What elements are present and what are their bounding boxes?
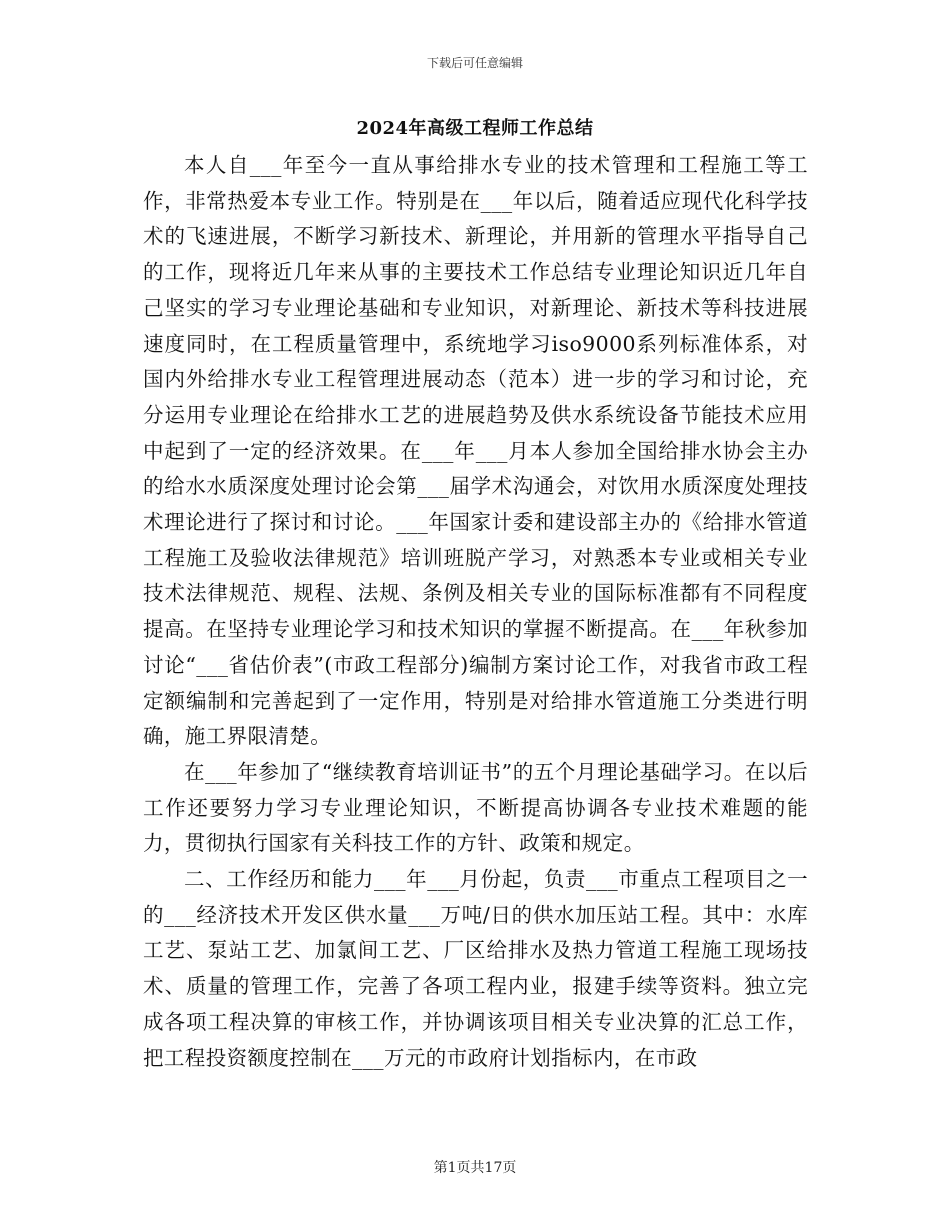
- paragraph-continuing-education: 在___年参加了“继续教育培训证书”的五个月理论基础学习。在以后工作还要努力学习专业理论知识，不断提高协调各专业技术难题的能力，贯彻执行国家有关科技工作的方针、政策和规定。: [143, 759, 808, 856]
- document-title: 2024年高级工程师工作总结: [356, 118, 594, 139]
- document-body: [143, 148, 808, 1076]
- page-number: 第1页共17页: [433, 1160, 517, 1176]
- header-note: 下载后可任意编辑: [426, 56, 523, 70]
- paragraph-work-experience: 二、工作经历和能力___年___月份起，负责___市重点工程项目之一的___经济技术开发区供水量___万吨/日的供水加压站工程。其中：水库工艺、泵站工艺、加氯间工艺、厂区给排水及热力管道工程施工现场技术、质量的管理工作，完善了各项工程内业，报建手续等资料。独立完成各项工程决算的审核工作，并协调该项目相关专业决算的汇总工作，把工程投资额度控制在___万元的市政府计划指标内，在市政: [143, 867, 808, 1070]
- paragraph-technical-summary: 本人自___年至今一直从事给排水专业的技术管理和工程施工等工作，非常热爱本专业工作。特别是在___年以后，随着适应现代化科学技术的飞速进展，不断学习新技术、新理论，并用新的管理水平指导自己的工作，现将近几年来从事的主要技术工作总结专业理论知识近几年自己坚实的学习专业理论基础和专业知识，对新理论、新技术等科技进展速度同时，在工程质量管理中，系统地学习iso9000系列标准体系，对国内外给排水专业工程管理进展动态（范本）进一步的学习和讨论，充分运用专业理论在给排水工艺的进展趋势及供水系统设备节能技术应用中起到了一定的经济效果。在___年___月本人参加全国给排水协会主办的给水水质深度处理讨论会第___届学术沟通会，对饮用水质深度处理技术理论进行了探讨和讨论。___年国家计委和建设部主办的《给排水管道工程施工及验收法律规范》培训班脱产学习，对熟悉本专业或相关专业技术法律规范、规程、法规、条例及相关专业的国际标准都有不同程度提高。在坚持专业理论学习和技术知识的掌握不断提高。在___年秋参加讨论“___省估价表”(市政工程部分)编制方案讨论工作，对我省市政工程定额编制和完善起到了一定作用，特别是对给排水管道施工分类进行明确，施工界限清楚。: [143, 153, 808, 749]
